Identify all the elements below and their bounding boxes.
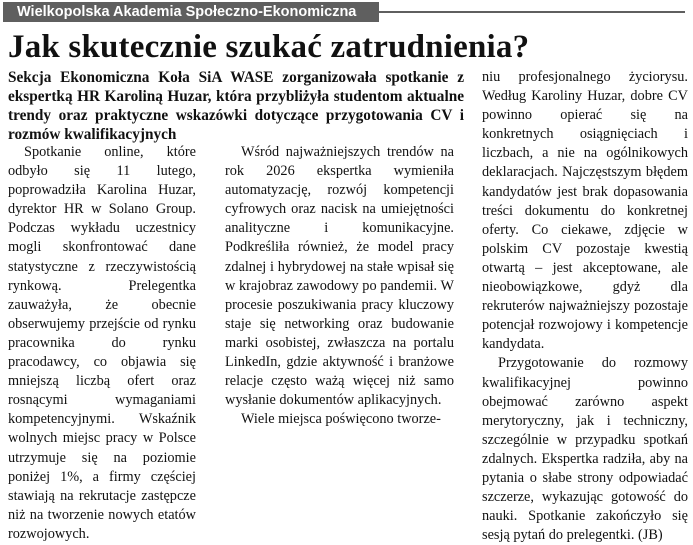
article-column-1	[8, 143, 196, 544]
column-3-paragraph-2: Przygotowanie do rozmowy kwalifikacyjnej powinno obejmować zarówno aspekt merytoryczny, jak i techniczny, szczególnie w przypadku spotkań zdalnych. Ekspertka radziła, aby na pytania o słabe strony odpowiadać szczerze, wykazując gotowość do nauki. Spotkanie zakończyło się sesją pytań do prelegentki. (JB)	[482, 355, 688, 544]
article-title: Jak skutecznie szukać zatrudnienia?	[8, 29, 530, 65]
column-3-paragraph-1: niu profesjonalnego życiorysu. Według Karoliny Huzar, dobre CV powinno opierać się na konkretnych osiągnięciach i liczbach, a nie na ogólnikowych deklaracjach. Najczęstszym błędem kandydatów jest brak dopasowania treści dokumentu do konkretnej oferty. Co ciekawe, zdjęcie w polskim CV pozostaje kwestią otwartą – jest akceptowane, ale nieobowiązkowe, gdyż dla rekruterów najważniejszy pozostaje potencjał rozwojowy i kompetencje kandydata.	[482, 69, 688, 353]
column-1-paragraph: Spotkanie online, które odbyło się 11 lutego, poprowadziła Karolina Huzar, dyrektor HR w Solano Group. Podczas wykładu uczestnicy mogli skonfrontować dane statystyczne z rzeczywistością rynkową. Prelegentka zauważyła, że obecnie obserwujemy przejście od rynku pracownika do rynku pracodawcy, co objawia się mniejszą liczbą ofert oraz rosnącymi wymaganiami kompetencyjnymi. Wskaźnik wolnych miejsc pracy w Polsce utrzymuje się na poziomie poniżej 1%, a firmy częściej stawiają na rekrutacje zastępcze niż na tworzenie nowych etatów rozwojowych.	[8, 144, 196, 542]
section-header	[3, 2, 685, 22]
section-label: Wielkopolska Akademia Społeczno-Ekonomiczna	[3, 2, 379, 22]
column-2-paragraph-2: Wiele miejsca poświęcono tworze-	[241, 411, 441, 428]
article-lead: Sekcja Ekonomiczna Koła SiA WASE zorganizowała spotkanie z ekspertką HR Karoliną Huzar, która przybliżyła studentom aktualne trendy oraz praktyczne wskazówki dotyczące przygotowania CV i rozmów kwalifikacyjnych	[8, 69, 464, 143]
article-column-2	[225, 143, 454, 429]
section-rule	[379, 11, 685, 13]
article-column-3	[482, 68, 688, 545]
column-2-paragraph-1: Wśród najważniejszych trendów na rok 2026 ekspertka wymieniła automatyzację, rozwój kompetencji cyfrowych oraz nacisk na umiejętności analityczne i komunikacyjne. Podkreśliła również, że model pracy zdalnej i hybrydowej na stałe wpisał się w krajobraz zawodowy po pandemii. W procesie poszukiwania pracy kluczowy staje się networking oraz budowanie marki osobistej, zwłaszcza na portalu LinkedIn, gdzie aktywność i branżowe relacje często ważą więcej niż samo wysłanie dokumentów aplikacyjnych.	[225, 144, 454, 409]
